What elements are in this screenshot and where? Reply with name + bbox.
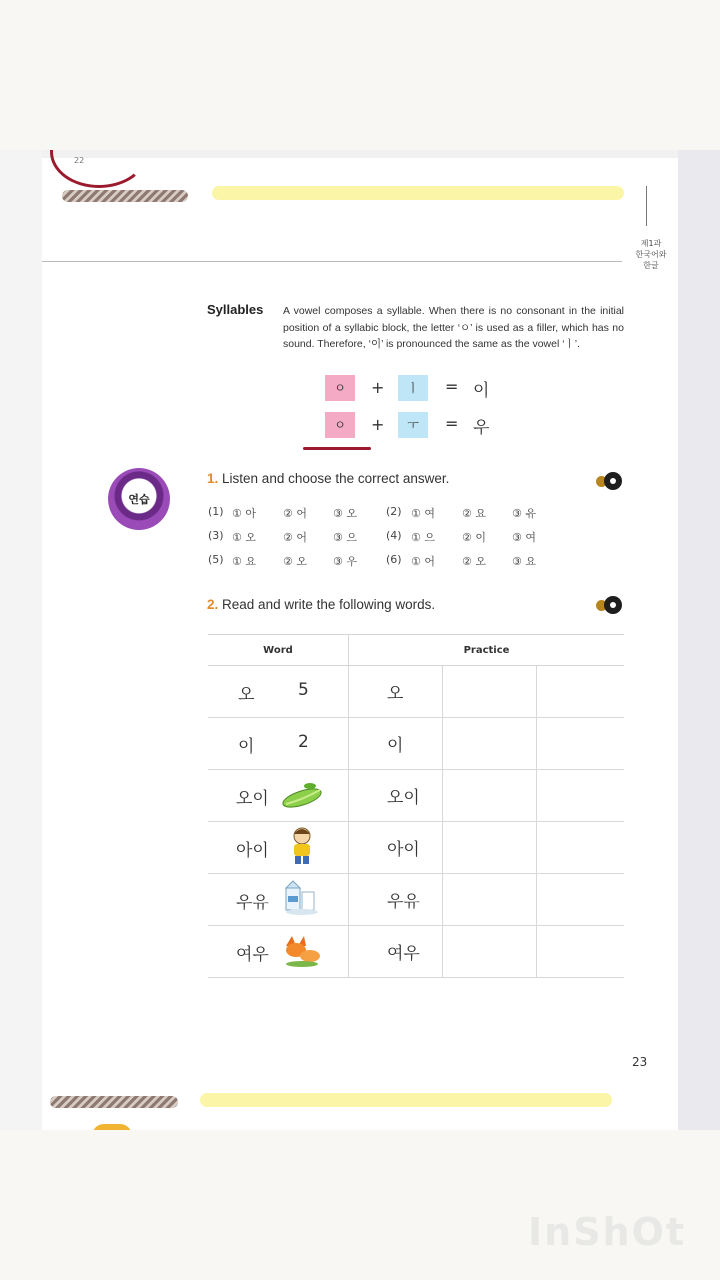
consonant-box: ㅇ: [325, 412, 355, 438]
practice-blank[interactable]: [537, 822, 625, 874]
hatched-bar-decoration: [50, 1096, 178, 1108]
option-1[interactable]: ① 으: [411, 531, 435, 544]
option-3[interactable]: ③ 유: [512, 507, 536, 520]
right-margin: [678, 150, 720, 1130]
practice-blank[interactable]: [537, 718, 625, 770]
audio-track-icon[interactable]: [592, 472, 622, 490]
page-number: 23: [632, 1055, 648, 1069]
chapter-label: [624, 238, 678, 271]
question-1-number: 1.: [207, 471, 219, 486]
practice-sample: 아이: [349, 822, 443, 874]
bottom-background: [0, 1130, 720, 1280]
option-1[interactable]: ① 여: [411, 507, 435, 520]
plus-sign: +: [371, 415, 385, 434]
word-text: 여우: [236, 945, 269, 965]
equals-sign: =: [445, 414, 459, 433]
consonant-box: ㅇ: [325, 375, 355, 401]
word-text: 우유: [236, 893, 269, 913]
option-3[interactable]: ③ 우: [333, 555, 357, 568]
column-header-practice: Practice: [349, 635, 625, 666]
column-header-word: Word: [208, 635, 349, 666]
question-1-title: [207, 471, 449, 486]
practice-blank[interactable]: [443, 926, 537, 978]
vowel-box: ㅣ: [398, 375, 428, 401]
handwritten-underline: [303, 447, 371, 450]
question-2-number: 2.: [207, 597, 219, 612]
practice-sample: 우유: [349, 874, 443, 926]
practice-sample: 오이: [349, 770, 443, 822]
option-1[interactable]: ① 아: [232, 507, 256, 520]
word-cell: [208, 770, 349, 822]
left-margin: [0, 150, 42, 1130]
practice-blank[interactable]: [443, 822, 537, 874]
chapter-divider: [646, 186, 647, 226]
result-syllable: 우: [473, 418, 490, 438]
plus-sign: +: [371, 378, 385, 397]
vowel-box: ㅜ: [398, 412, 428, 438]
question-1-text: Listen and choose the correct answer.: [222, 471, 450, 486]
word-text: 오: [238, 685, 255, 705]
syllables-explanation: A vowel composes a syllable. When there is no consonant in the initial position of a syllabic block, the letter ‘ㅇ’ is used as a filler, which has no sound. Therefore, ‘이’ is pronounced the same as the vowel ‘ㅣ’.: [283, 305, 624, 350]
item-number: (6): [386, 553, 402, 566]
chapter-title-2: 한글: [643, 261, 659, 270]
red-arc-decoration: [50, 150, 148, 188]
item-number: (2): [386, 505, 402, 518]
practice-blank[interactable]: [537, 666, 625, 718]
word-cell: [208, 718, 349, 770]
table-row: [208, 874, 624, 926]
item-number: (1): [208, 505, 224, 518]
fox-icon: [280, 930, 324, 970]
option-2[interactable]: ② 오: [462, 555, 486, 568]
number-two: 2: [298, 732, 309, 752]
practice-blank[interactable]: [537, 926, 625, 978]
table-row: [208, 822, 624, 874]
question-2-title: [207, 597, 435, 612]
practice-blank[interactable]: [537, 874, 625, 926]
item-number: (3): [208, 529, 224, 542]
option-2[interactable]: ② 요: [462, 507, 486, 520]
audio-track-icon[interactable]: [592, 596, 622, 614]
table-row: [208, 718, 624, 770]
watermark-logo: InShOt: [528, 1210, 687, 1254]
item-number: (5): [208, 553, 224, 566]
chapter-number: 제1과: [640, 239, 662, 248]
option-3[interactable]: ③ 오: [333, 507, 357, 520]
word-cell: [208, 874, 349, 926]
question-2-text: Read and write the following words.: [222, 597, 436, 612]
option-2[interactable]: ② 오: [283, 555, 307, 568]
item-number: (4): [386, 529, 402, 542]
option-2[interactable]: ② 이: [462, 531, 486, 544]
chapter-title-1: 한국어와: [635, 250, 667, 259]
table-row: [208, 926, 624, 978]
practice-badge: [108, 468, 170, 530]
syllables-title: Syllables: [207, 302, 264, 317]
yellow-bar-decoration: [212, 186, 624, 200]
practice-sample: 오: [349, 666, 443, 718]
previous-page-number: 22: [74, 156, 85, 165]
word-practice-table: [208, 634, 624, 978]
practice-sample: 여우: [349, 926, 443, 978]
word-text: 이: [238, 737, 255, 757]
table-row: [208, 666, 624, 718]
option-3[interactable]: ③ 여: [512, 531, 536, 544]
result-syllable: 이: [473, 381, 490, 401]
equals-sign: =: [445, 377, 459, 396]
top-background: [0, 0, 720, 150]
table-row: [208, 770, 624, 822]
option-2[interactable]: ② 어: [283, 531, 307, 544]
option-1[interactable]: ① 어: [411, 555, 435, 568]
word-text: 오이: [236, 789, 269, 809]
option-2[interactable]: ② 어: [283, 507, 307, 520]
textbook-page: [42, 150, 678, 1130]
option-3[interactable]: ③ 요: [512, 555, 536, 568]
practice-sample: 이: [349, 718, 443, 770]
word-cell: [208, 666, 349, 718]
word-cell: [208, 822, 349, 874]
practice-blank[interactable]: [537, 770, 625, 822]
milk-icon: [280, 878, 324, 918]
header-rule: [42, 261, 622, 262]
option-3[interactable]: ③ 으: [333, 531, 357, 544]
option-1[interactable]: ① 요: [232, 555, 256, 568]
practice-blank[interactable]: [443, 666, 537, 718]
practice-blank[interactable]: [443, 718, 537, 770]
cucumber-icon: [280, 774, 324, 814]
hatched-bar-decoration: [62, 190, 188, 202]
practice-blank[interactable]: [443, 874, 537, 926]
word-text: 아이: [236, 841, 269, 861]
word-cell: [208, 926, 349, 978]
practice-badge-label: 연습: [128, 493, 150, 506]
option-1[interactable]: ① 오: [232, 531, 256, 544]
table-header: [208, 635, 624, 666]
number-five: 5: [298, 680, 309, 700]
practice-blank[interactable]: [443, 770, 537, 822]
yellow-bar-decoration: [200, 1093, 612, 1107]
child-icon: [280, 826, 324, 866]
